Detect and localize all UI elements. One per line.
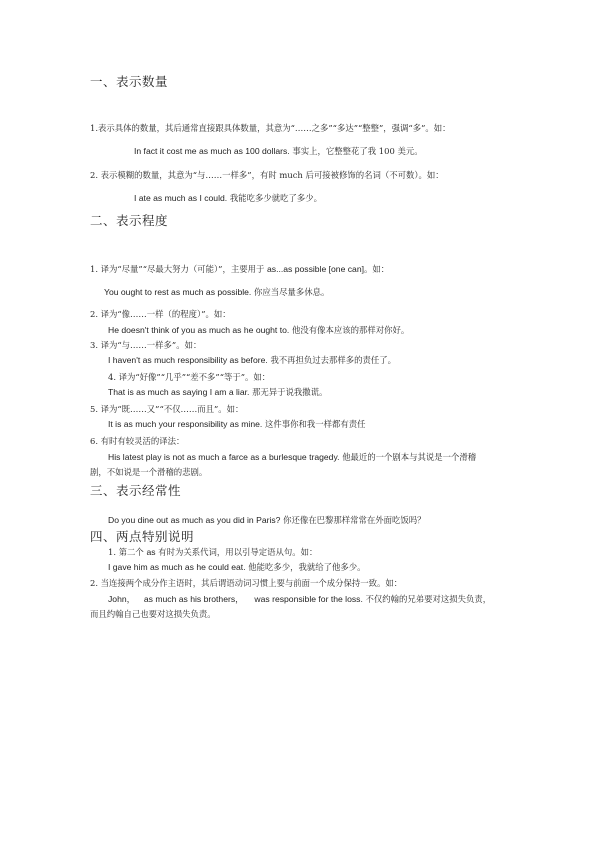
s4-item2-text: 2. 当连接两个成分作主语时，其后谓语动词习惯上要与前面一个成分保持一致。如： xyxy=(90,578,403,588)
s2-item3-example-cn: 我不再担负过去那样多的责任了。 xyxy=(270,355,397,365)
s2-item1-example-en: You ought to rest as much as possible. xyxy=(104,287,252,297)
s1-item2-text: 2. 表示模糊的数量，其意为“与……一样多”，有时 much 后可接被修饰的名词（不可数）。如： xyxy=(90,170,444,180)
s4-item2-example xyxy=(108,594,491,605)
s2-item6-example-cont: 剧，不如说是一个滑稽的悲剧。 xyxy=(90,467,208,477)
heading-section-3: 三、表示经常性 xyxy=(90,483,182,498)
s1-item2-example xyxy=(134,193,322,204)
s4-item1-text-en: as xyxy=(146,547,156,557)
s2-item6-text: 6. 有时有较灵活的译法： xyxy=(90,436,185,446)
s4-item2-example-cont: 而且约翰自己也要对这损失负责。 xyxy=(90,609,216,619)
s1-item1-example-cn: 事实上，它整整花了我 100 美元。 xyxy=(292,146,423,156)
s4-item1-example-en: I gave him as much as he could eat. xyxy=(108,562,246,572)
s2-item4-example-en: That is as much as saying I am a liar. xyxy=(108,387,250,397)
s2-item1-text-tail: 。如： xyxy=(364,264,390,274)
s2-item6-example-en: His latest play is not as much a farce as a burlesque tragedy. xyxy=(108,452,340,462)
s3-example xyxy=(108,515,426,526)
s2-item1-text-en: as...as possible [one can] xyxy=(267,264,364,274)
s1-item1-text: 1.表示具体的数量，其后通常直接跟具体数量，其意为“……之多”“多达”“整整”，强调“多”。如： xyxy=(90,123,451,133)
s2-item4-example-cn: 那无异于说我撒谎。 xyxy=(252,387,328,397)
s2-item5-example-cn: 这件事你和我一样都有责任 xyxy=(264,419,366,429)
s2-item5-example-en: It is as much your responsibility as mine. xyxy=(108,419,263,429)
s4-item2-example-en-b: as much as his brothers， xyxy=(143,594,244,604)
s1-item1-example-en: In fact it cost me as much as 100 dollars. xyxy=(134,146,290,156)
s2-item1-example xyxy=(104,287,329,298)
s2-item6-example xyxy=(108,452,476,463)
s2-item4-example xyxy=(108,387,327,398)
heading-section-4: 四、两点特别说明 xyxy=(90,529,195,544)
s2-item2-example xyxy=(108,325,409,336)
s2-item2-text: 2. 译为“像……一样（的程度）”。如： xyxy=(90,309,231,319)
s2-item3-text: 3. 译为“与……一样多”。如： xyxy=(90,340,202,350)
s2-item1-text xyxy=(90,264,389,275)
s2-item6-example-cn: 他最近的一个剧本与其说是一个滑稽 xyxy=(342,452,477,462)
s2-item1-text-cn: 1. 译为“尽量”“尽最大努力（可能）”，主要用于 xyxy=(90,264,265,274)
s4-item1-example xyxy=(108,562,366,573)
s4-item1-example-cn: 他能吃多少，我就给了他多少。 xyxy=(248,562,366,572)
s4-item1-text xyxy=(108,547,317,558)
s1-item1-example xyxy=(134,146,423,157)
s2-item5-text: 5. 译为“既……又”“不仅……而且”。如： xyxy=(90,404,244,414)
s2-item3-example-en: I haven't as much responsibility as before. xyxy=(108,355,268,365)
s3-example-en: Do you dine out as much as you did in Paris? xyxy=(108,515,281,525)
s2-item1-example-cn: 你应当尽量多休息。 xyxy=(253,287,330,297)
s2-item5-example xyxy=(108,419,365,430)
s4-item1-text-b: 有时为关系代词，用以引导定语从句。如： xyxy=(158,547,318,557)
heading-section-1: 一、表示数量 xyxy=(90,74,169,89)
s4-item1-text-a: 1. 第二个 xyxy=(108,547,144,557)
s2-item4-text: 4. 译为“好像”“几乎”“差不多”“等于”。如： xyxy=(108,372,271,382)
s2-item2-example-cn: 他没有像本应该的那样对你好。 xyxy=(291,325,410,335)
s1-item2-example-en: I ate as much as I could. xyxy=(134,193,228,203)
s4-item2-example-cn: 不仅约翰的兄弟要对这损失负责， xyxy=(365,594,492,604)
s3-example-cn: 你还像在巴黎那样常常在外面吃饭吗？ xyxy=(283,515,426,525)
s4-item2-example-en-c: was responsible for the loss. xyxy=(254,594,363,604)
s2-item3-example xyxy=(108,355,396,366)
s4-item2-example-en-a: John， xyxy=(108,594,136,604)
s2-item2-example-en: He doesn't think of you as much as he ought to. xyxy=(108,325,290,335)
s1-item2-example-cn: 我能吃多少就吃了多少。 xyxy=(229,193,322,203)
heading-section-2: 二、表示程度 xyxy=(90,213,169,228)
